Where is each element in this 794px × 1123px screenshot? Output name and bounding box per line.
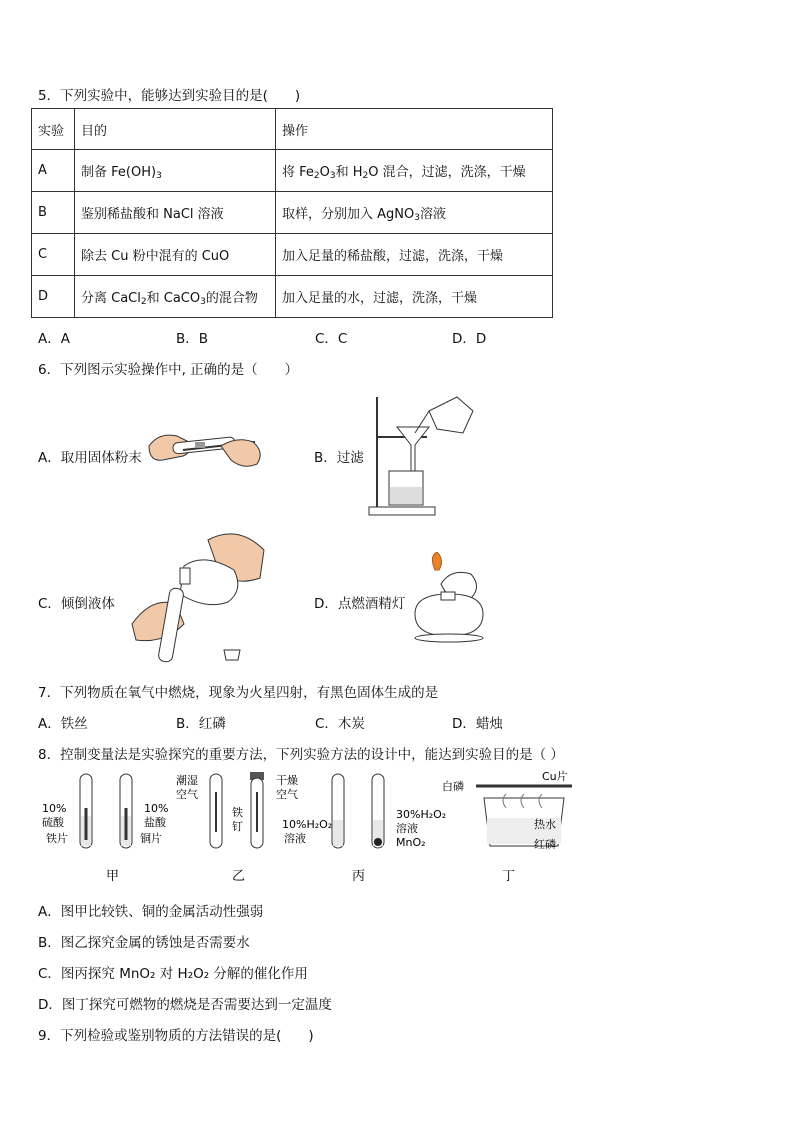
q6-option-d: D．点燃酒精灯 [314, 596, 406, 612]
yi-label: 空气 [176, 788, 198, 801]
q8-stem: 8．控制变量法是实验探究的重要方法，下列实验方法的设计中，能达到实验目的是（ ） [38, 747, 564, 763]
q6-option-b: B．过滤 [314, 450, 364, 466]
table-row [32, 192, 553, 234]
bing-label: MnO₂ [396, 836, 426, 849]
yi-label: 干燥 [276, 774, 298, 787]
row-purpose: 除去 Cu 粉中混有的 CuO [75, 234, 276, 276]
q5-option-b: B．B [176, 331, 209, 347]
bing-label: 10%H₂O₂ [282, 818, 333, 831]
caption-ding: 丁 [502, 869, 516, 884]
jia-label: 硫酸 [42, 816, 64, 829]
alcohol-lamp-illustration [405, 552, 497, 644]
powder-test-tube-illustration [143, 424, 265, 476]
row-id: A [32, 150, 75, 192]
row-operation: 加入足量的稀盐酸，过滤，洗涤，干燥 [276, 234, 553, 276]
row-id: B [32, 192, 75, 234]
q5-option-d: D．D [452, 331, 487, 347]
ding-label: 白磷 [442, 780, 464, 793]
figure-ding [442, 769, 572, 884]
q6-option-c: C．倾倒液体 [38, 596, 115, 612]
figure-bing [282, 774, 446, 884]
q7-option-b: B．红磷 [176, 716, 226, 732]
q8-option-c: C．图丙探究 MnO₂ 对 H₂O₂ 分解的催化作用 [38, 966, 308, 982]
q7-option-d: D．蜡烛 [452, 716, 503, 732]
row-id: C [32, 234, 75, 276]
caption-jia: 甲 [106, 869, 120, 884]
q6-option-a: A．取用固体粉末 [38, 450, 142, 466]
row-operation: 将 $Fe_2O_3$和 $H_2O$ 混合，过滤，洗涤，干燥 [276, 150, 553, 192]
row-purpose: 分离 CaCl$_2$和 CaCO$_3$的混合物 [75, 276, 276, 318]
ding-label: 红磷 [534, 838, 556, 851]
row-operation: 加入足量的水，过滤，洗涤，干燥 [276, 276, 553, 318]
jia-label: 铜片 [140, 832, 162, 845]
row-operation: 取样，分别加入 AgNO$_3$溶液 [276, 192, 553, 234]
header-cell: 实验 [32, 109, 75, 150]
jia-label: 10% [42, 802, 67, 815]
filtration-illustration [365, 393, 475, 519]
q5-option-a: A．A [38, 331, 70, 347]
header-cell: 目的 [75, 109, 276, 150]
caption-yi: 乙 [232, 869, 246, 884]
caption-bing: 丙 [352, 869, 366, 884]
q5-option-c: C．C [315, 331, 348, 347]
table-row [32, 276, 553, 318]
q5-stem: 5．下列实验中，能够达到实验目的是( ) [38, 88, 301, 104]
table-row [32, 234, 553, 276]
q5-table [31, 108, 553, 318]
figure-jia [42, 774, 168, 884]
header-cell: 操作 [276, 109, 553, 150]
figure-yi [176, 772, 298, 884]
q9-stem: 9．下列检验或鉴别物质的方法错误的是( ) [38, 1028, 314, 1044]
jia-label: 铁片 [46, 832, 68, 845]
q7-option-a: A．铁丝 [38, 716, 88, 732]
ding-label: Cu片 [542, 770, 568, 783]
yi-label: 钉 [232, 820, 243, 833]
row-id: D [32, 276, 75, 318]
table-header-row [32, 109, 553, 150]
q7-stem: 7．下列物质在氧气中燃烧，现象为火星四射，有黑色固体生成的是 [38, 685, 439, 701]
bing-label: 30%H₂O₂ [396, 808, 447, 821]
yi-label: 空气 [276, 788, 298, 801]
table-row [32, 150, 553, 192]
q8-option-b: B．图乙探究金属的锈蚀是否需要水 [38, 935, 250, 951]
bing-label: 溶液 [396, 822, 418, 835]
row-purpose: 制备 $Fe(OH)_3$ [75, 150, 276, 192]
yi-label: 潮湿 [176, 774, 198, 787]
yi-label: 铁 [232, 806, 243, 819]
q7-option-c: C．木炭 [315, 716, 365, 732]
q6-stem: 6．下列图示实验操作中, 正确的是（ ） [38, 362, 299, 378]
q8-option-a: A．图甲比较铁、铜的金属活动性强弱 [38, 904, 264, 920]
q8-experiment-figure [36, 768, 576, 890]
ding-label: 热水 [534, 818, 556, 831]
jia-label: 盐酸 [144, 816, 166, 829]
bing-label: 溶液 [284, 832, 306, 845]
jia-label: 10% [144, 802, 169, 815]
row-purpose: 鉴别稀盐酸和 NaCl 溶液 [75, 192, 276, 234]
q8-option-d: D．图丁探究可燃物的燃烧是否需要达到一定温度 [38, 997, 332, 1013]
pour-liquid-illustration [122, 528, 272, 668]
